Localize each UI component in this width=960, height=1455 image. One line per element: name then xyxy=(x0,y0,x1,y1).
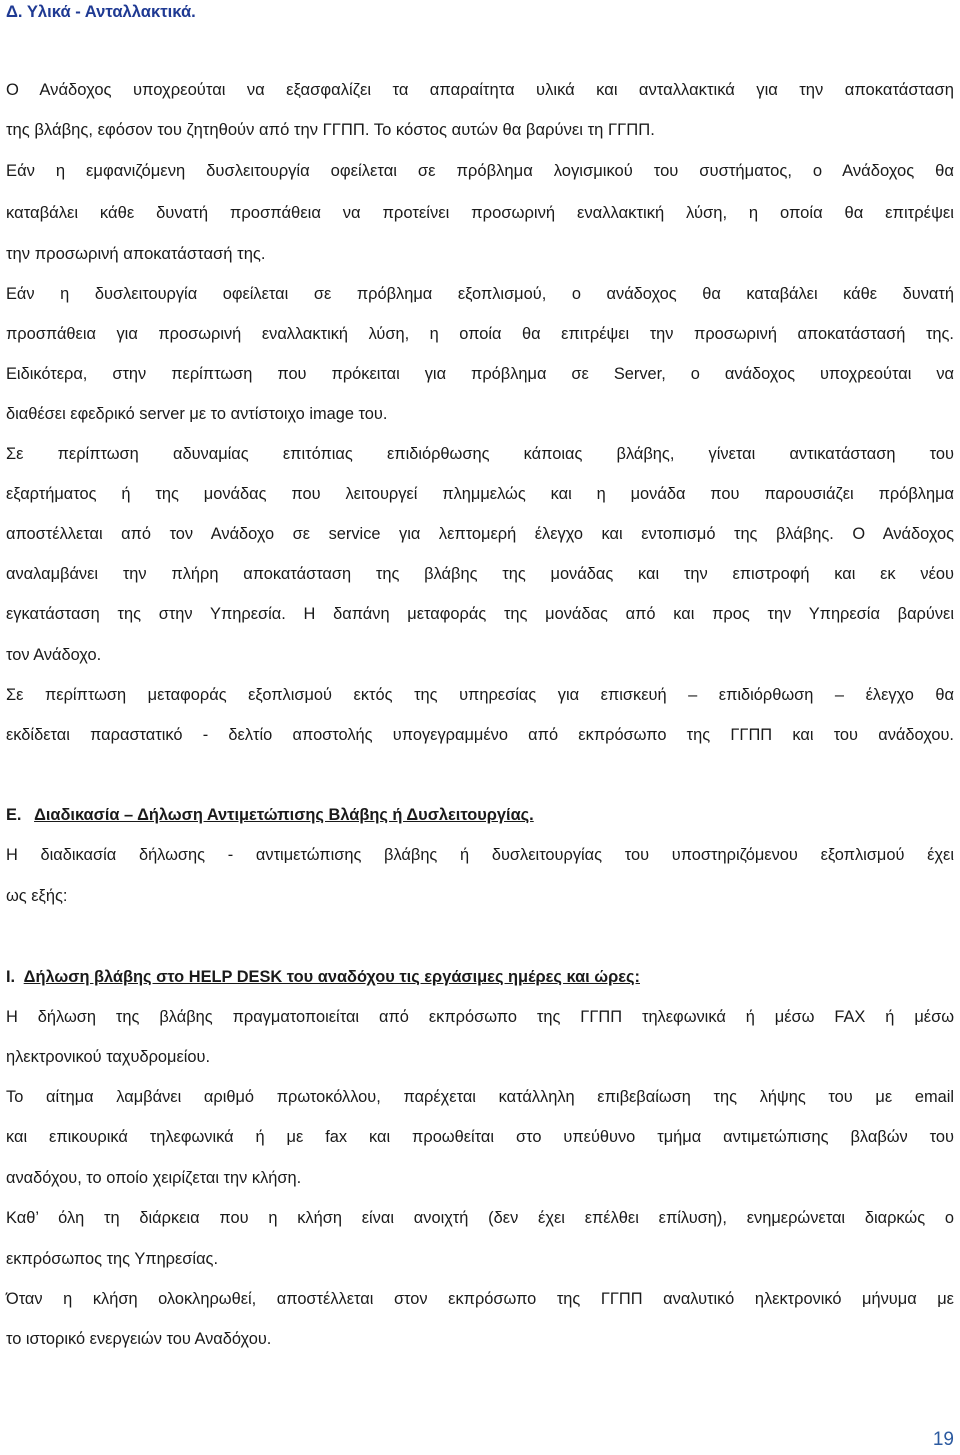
paragraph-line: ηλεκτρονικού ταχυδρομείου. xyxy=(6,1048,211,1066)
paragraph-line: Η δήλωση της βλάβης πραγματοποιείται από εκπρόσωπο της ΓΓΠΠ τηλεφωνικά ή μέσω FAX ή μέσω xyxy=(6,1008,954,1026)
paragraph-line: Εάν η δυσλειτουργία οφείλεται σε πρόβλημα εξοπλισμού, ο ανάδοχος θα καταβάλει κάθε δυνατή xyxy=(6,285,954,303)
paragraph-line: Η διαδικασία δήλωσης - αντιμετώπισης βλάβης ή δυσλειτουργίας του υποστηριζόμενου εξοπλισμού έχει xyxy=(6,846,954,864)
paragraph-line: Το αίτημα λαμβάνει αριθμό πρωτοκόλλου, παρέχεται κατάλληλη επιβεβαίωση της λήψης του με email xyxy=(6,1088,954,1106)
paragraph-line: αναδόχου, το οποίο χειρίζεται την κλήση. xyxy=(6,1169,302,1187)
paragraph-line: καταβάλει κάθε δυνατή προσπάθεια να προτείνει προσωρινή εναλλακτική λύση, η οποία θα επιτρέψει xyxy=(6,203,954,222)
paragraph-line: Σε περίπτωση αδυναμίας επιτόπιας επιδιόρθωσης κάποιας βλάβης, γίνεται αντικατάσταση του xyxy=(6,445,954,463)
paragraph-line: εκπρόσωπος της Υπηρεσίας. xyxy=(6,1250,218,1268)
subsection-heading-helpdesk xyxy=(6,967,954,987)
paragraph-line: εγκατάσταση της στην Υπηρεσία. Η δαπάνη μεταφοράς της μονάδας από και προς την Υπηρεσία βαρύνει xyxy=(6,605,954,623)
paragraph-line: Όταν η κλήση ολοκληρωθεί, αποστέλλεται στον εκπρόσωπο της ΓΓΠΠ αναλυτικό ηλεκτρονικό μήνυμα με xyxy=(6,1290,954,1308)
section-heading-materials: Δ. Υλικά - Ανταλλακτικά. xyxy=(6,2,196,21)
paragraph-line: εκδίδεται παραστατικό - δελτίο αποστολής υπογεγραμμένο από εκπρόσωπο της ΓΓΠΠ και του ανάδοχου. xyxy=(6,726,954,744)
paragraph-line: Ειδικότερα, στην περίπτωση που πρόκειται για πρόβλημα σε Server, ο ανάδοχος υποχρεούται να xyxy=(6,365,954,383)
paragraph-line: Καθ’ όλη τη διάρκεια που η κλήση είναι ανοιχτή (δεν έχει επέλθει επίλυση), ενημερώνεται διαρκώς ο xyxy=(6,1209,954,1227)
page-number: 19 xyxy=(932,1429,954,1450)
paragraph-line: τον Ανάδοχο. xyxy=(6,646,102,664)
section-heading-procedure xyxy=(6,805,954,825)
paragraph-line: Ο Ανάδοχος υποχρεούται να εξασφαλίζει τα απαραίτητα υλικά και ανταλλακτικά για την αποκατάσταση xyxy=(6,80,954,99)
paragraph-line: το ιστορικό ενεργειών του Αναδόχου. xyxy=(6,1330,272,1348)
section-heading-prefix: Ε. xyxy=(6,806,22,824)
section-heading-title: Διαδικασία – Δήλωση Αντιμετώπισης Βλάβης ή Δυσλειτουργίας. xyxy=(34,806,534,824)
paragraph-line: και επικουρικά τηλεφωνικά ή με fax και προωθείται στο υπεύθυνο τμήμα αντιμετώπισης βλαβών του xyxy=(6,1128,954,1146)
paragraph-line: διαθέσει εφεδρικό server με το αντίστοιχο image του. xyxy=(6,405,388,423)
paragraph-line: εξαρτήματος ή της μονάδας που λειτουργεί πλημμελώς και η μονάδα που παρουσιάζει πρόβλημα xyxy=(6,485,954,503)
paragraph-line: Σε περίπτωση μεταφοράς εξοπλισμού εκτός της υπηρεσίας για επισκευή – επιδιόρθωση – έλεγχο θα xyxy=(6,686,954,704)
paragraph-line: αποστέλλεται από τον Ανάδοχο σε service για λεπτομερή έλεγχο και εντοπισμό της βλάβης. Ο Ανάδοχος xyxy=(6,525,954,543)
paragraph-line: της βλάβης, εφόσον του ζητηθούν από την ΓΓΠΠ. Το κόστος αυτών θα βαρύνει τη ΓΓΠΠ. xyxy=(6,120,655,139)
paragraph-line: προσπάθεια για προσωρινή εναλλακτική λύση, η οποία θα επιτρέψει την προσωρινή αποκατάστασή της. xyxy=(6,325,954,343)
subsection-heading-title: Δήλωση βλάβης στο HELP DESK του αναδόχου τις εργάσιμες ημέρες και ώρες: xyxy=(23,968,640,986)
paragraph-line: ως εξής: xyxy=(6,887,68,905)
paragraph-line: Εάν η εμφανιζόμενη δυσλειτουργία οφείλεται σε πρόβλημα λογισμικού του συστήματος, ο Ανάδοχος θα xyxy=(6,161,954,180)
paragraph-line: την προσωρινή αποκατάστασή της. xyxy=(6,244,266,263)
paragraph-line: αναλαμβάνει την πλήρη αποκατάσταση της βλάβης της μονάδας και την επιστροφή και εκ νέου xyxy=(6,565,954,583)
subsection-heading-prefix: Ι. xyxy=(6,968,16,986)
